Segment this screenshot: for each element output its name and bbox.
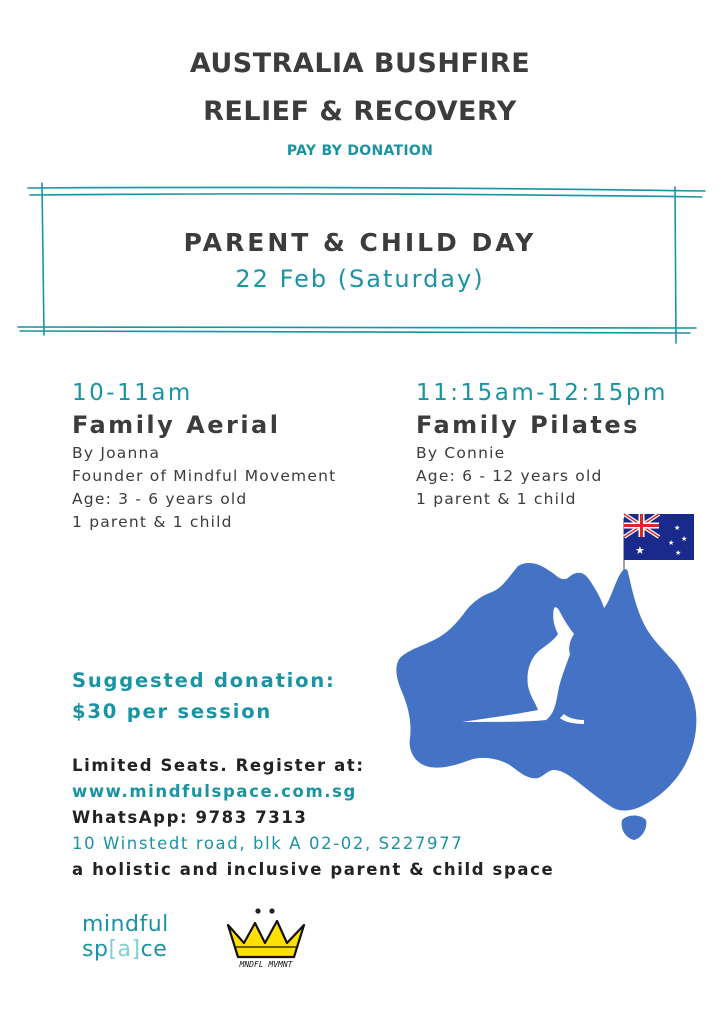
session-detail: By Joanna: [72, 444, 161, 462]
whatsapp-number: WhatsApp: 9783 7313: [72, 808, 308, 827]
mindful-logo-line-1: mindful: [82, 912, 169, 937]
event-frame: [0, 175, 720, 345]
pay-by-donation: PAY BY DONATION: [286, 143, 434, 159]
svg-text:★: ★: [674, 524, 681, 532]
address-text: 10 Winstedt road, blk A 02-02, S227977: [72, 834, 464, 853]
svg-text:★: ★: [675, 549, 682, 557]
donation-line-2: $30 per session: [72, 700, 273, 723]
session-detail: 1 parent & 1 child: [416, 490, 577, 508]
title-line-2: RELIEF & RECOVERY: [203, 96, 517, 127]
crown-logo-icon: [222, 905, 312, 971]
australian-flag-icon: [624, 514, 694, 560]
website-link[interactable]: www.mindfulspace.com.sg: [72, 782, 357, 801]
mvmnt-logo-text: MNDFL MVMNT: [239, 960, 293, 969]
session-detail: Age: 6 - 12 years old: [416, 467, 603, 485]
session-detail: 1 parent & 1 child: [72, 513, 233, 531]
svg-text:★: ★: [668, 539, 675, 547]
limited-seats-text: Limited Seats. Register at:: [72, 756, 365, 775]
session-detail: Founder of Mindful Movement: [72, 467, 337, 485]
event-title: PARENT & CHILD DAY: [183, 228, 537, 257]
session-detail: Age: 3 - 6 years old: [72, 490, 248, 508]
svg-text:★: ★: [681, 535, 688, 543]
mindful-space-logo: [82, 912, 169, 962]
session-name: Family Aerial: [72, 411, 281, 439]
session-name: Family Pilates: [416, 411, 640, 439]
svg-text:★: ★: [635, 544, 645, 557]
session-detail: By Connie: [416, 444, 506, 462]
session-time: 10-11am: [72, 380, 193, 406]
logo-bracket: [a]: [108, 937, 141, 962]
session-pilates: [416, 378, 668, 511]
mindful-logo-line-2: [82, 937, 169, 962]
logo-sp: sp: [82, 937, 109, 962]
session-aerial: [72, 378, 336, 534]
registration-info: [72, 753, 554, 883]
logo-ce: ce: [140, 937, 168, 962]
suggested-donation: [72, 665, 336, 727]
tagline-text: a holistic and inclusive parent & child space: [72, 860, 555, 879]
donation-line-1: Suggested donation:: [72, 669, 336, 692]
session-time: 11:15am-12:15pm: [416, 380, 668, 406]
event-date: 22 Feb (Saturday): [235, 265, 485, 293]
title-line-1: AUSTRALIA BUSHFIRE: [189, 48, 531, 79]
